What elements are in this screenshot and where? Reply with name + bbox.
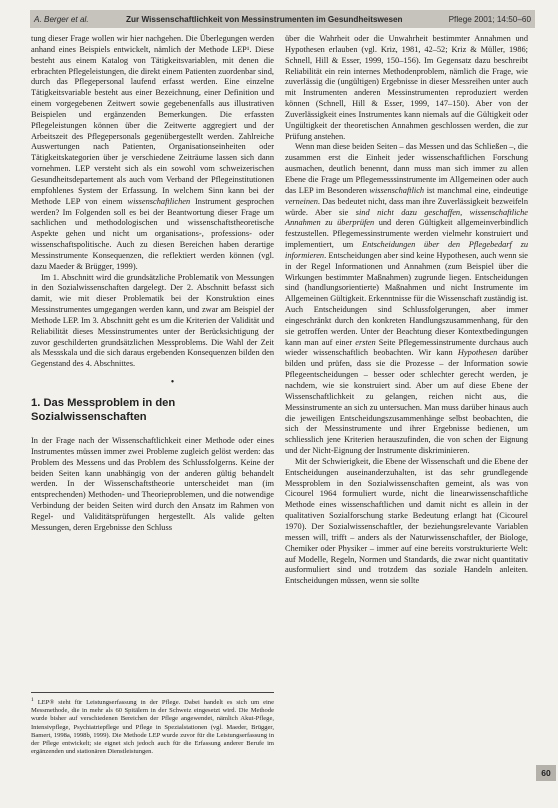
- footnote-text: LEP® steht für Leistungserfassung in der Pflege. Dabei handelt es sich um eine Messmethode, die in mehr als 60 Spitälern in der Schweiz eingesetzt wird. Die Methode wurde bisher auf verschiedenen Bereichen der Pflege angewendet, nämlich Akut-Pflege, Intensivpflege, Psychiatriepflege und Pflege in Spezialstationen (vgl. Maeder, Brügger, Bamert, 1998a, 1998b, 1999). Die Methode LEP wurde zuvor für die Leistungserfassung in der Pflege entwickelt; sie eignet sich jedoch auch für die Erfassung anderer Berufe im ergänzenden und stationären Dienstleistungen.: [31, 699, 274, 755]
- header-title: Zur Wissenschaftlichkeit von Messinstrumenten im Gesundheitswesen: [126, 14, 403, 24]
- p2-emphasis-1: wissenschaftlich: [369, 185, 425, 195]
- p2-text-b: ist manchmal eine, eindeutige: [426, 185, 528, 195]
- p2-emphasis-3: sind nicht dazu geschaffen, wissenschaftliche Annahmen zu überprüfen: [285, 207, 528, 228]
- intro-text: tung dieser Frage wollen wir hier nachgehen. Die Überlegungen werden anhand eines Beispiels entwickelt, nämlich der Methode LEP¹. Diese besteht aus einem Katalog von Tätigkeitsvariablen, mit denen die erbrachten Pflegeleistungen, die direkt einem Patienten zuordenbar sind, durch das Pflegepersonal laufend erfasst werden. Eine einzelne Tätigkeitsvariable besteht aus einer Bezeichnung, einer Definition und einem vorgegebenen Zeitwert sowie gegebenenfalls aus illustrativen Beispielen und ergänzenden Bemerkungen. Die erfassten Pflegeleistungen können über die Zeitwerte aggregiert und der Arbeitszeit des Pflegepersonals gegenübergestellt werden. Zahlreiche Auswertungen nach Patienten, Organisationseinheiten oder Tätigkeitskategorien über je verschiedene Zeiträume lassen sich dann vornehmen. LEP versteht sich als ein sowohl vom schweizerischen Gesundheitsdepartement als auch vom Verband der Pflegeinstitutionen empfohlenes System der Erfassung. In welchem Sinn kann bei der Methode LEP von einem: [31, 34, 274, 206]
- outline-paragraph: Im 1. Abschnitt wird die grundsätzliche Problematik von Messungen in den Sozialwissenschaften dargelegt. Der 2. Abschnitt befasst sich damit, wie mit dieser Problematik bei der Konstruktion eines Messinstrumentes umgegangen werden kann, und zwar am Beispiel der Methode LEP. Im 3. Abschnitt geht es um die Kriterien der Validität und Reliabilität dieses Messinstrumentes unter der Berücksichtigung der zuvor geschilderten grundsätzlichen Messproblems. Die Wahl der Zeit als Messskala und die sich daraus ergebenden Konsequenzen bilden den Gegenstand des 4. Abschnittes.: [31, 272, 274, 369]
- p2-text-a: Wenn man diese beiden Seiten – das Messen und das Schließen –, die zusammen erst die Einheit jeder wissenschaftlichen Forschung ausmachen, deutlich benennt, dann muss man sich immer zu allen Ebene die Frage um Pflegemesssinstrumente im Allgemeinen oder auch das LEP im Besonderen: [285, 142, 528, 195]
- intro-paragraph: [31, 34, 274, 273]
- header-journal: Pflege 2001; 14:50–60: [448, 14, 531, 24]
- p2-emphasis-2: verneinen: [285, 196, 318, 206]
- right-paragraph-3: Mit der Schwierigkeit, die Ebene der Wissenschaft und die Ebene der Entscheidungen auseinanderzuhalten, ist das sehr grundlegende Messproblem in den Sozialwissenschaften gemeint, als was von Cicourel 1964 formuliert wurde, nicht die linearwissenschaftliche Methode eines wissenschaftlichen und damit nicht es allein in der qualitativen Sozialforschung starke Bedeutung erlangt hat (Cicourel 1970). Der Sozialwissenschaftler, der beziehungsrelevante Variablen messen will, trifft – anders als der Naturwissenschaftler, der Biologe, Chemiker oder Physiker – immer auf eine bereits vorstrukturierte Welt: auf Modelle, Regeln, Normen und Standards, die zwar nicht quantitativ ausformuliert sind und trotzdem das soziale Handeln anleiten. Entscheidungen müssen, wenn sie sollte: [285, 456, 528, 586]
- running-header: [30, 10, 535, 28]
- section-heading: 1. Das Messproblem in den Sozialwissenschaften: [31, 397, 176, 423]
- p2-emphasis-5: ersten: [355, 337, 376, 347]
- header-authors: A. Berger et al.: [34, 14, 89, 24]
- footnote: [31, 692, 274, 756]
- footnote-marker: 1: [31, 697, 34, 703]
- section-paragraph: In der Frage nach der Wissenschaftlichkeit einer Methode oder eines Instrumentes müssen immer zwei Probleme zugleich gelöst werden: das Problem des Messens und das Problem des Schlussfolgerns. Keine der beiden Seiten kann unabhängig von der anderen gültig behandelt werden. In der Wissenschaftstheorie unterscheidet man (im entsprechenden) Methoden- und Theorieproblemen, und die notwendige Verbindung der beiden Seiten wird durch den Ansatz im Rahmen von Regel- und Validitätsprüfungen hergestellt. Als valide gelten Messungen, deren Ergebnisse den Schluss: [31, 436, 274, 532]
- p2-text-c: . Das bedeutet nicht, dass man ihre Zuverlässigkeit bezweifeln würde. Aber sie: [285, 196, 528, 217]
- intro-text-end: Instrument gesprochen werden? Im Folgenden soll es bei der Beantwortung dieser Frage um sachlichen und methodologischen und wissenschaftstheoretische Aspekte gehen und nicht um organisations-, professions- oder wissenschaftspolitische. Auch zu diesen Bereichen haben derartige Messinstrumente Konsequenzen, die reflektiert werden können (vgl. dazu Maeder & Brügger, 1999).: [31, 196, 275, 271]
- right-paragraph-1: über die Wahrheit oder die Unwahrheit bestimmter Annahmen und Hypothesen erlauben (vgl. Kriz, 1981, 42–52; Kriz & Müller, 1986; Schnell, Hill & Esser, 1999, 150–156). Im Gegensatz dazu beschreibt Reliabilität ein rein internes Methodenproblem, nämlich die Frage, wie zuverlässig die (ungültigen) Ergebnisse in dieser Messreihen unter auch mit Instrumenten anderen Messinstrumenten reproduziert werden können (Schnell, Hill & Esser, 1999, 147–150). Aber von der Zuverlässigkeit eines Instrumentes kann niemals auf die Gültigkeit oder Ungültigkeit der theoretischen Annahmen geschlossen werden, die zur Prüfung anstehen.: [285, 34, 528, 141]
- left-column: [31, 34, 274, 534]
- p2-emphasis-4: Entscheidungen über den Pflegebedarf zu informieren: [285, 240, 528, 260]
- separator-dot: •: [170, 377, 175, 389]
- p2-text-f: Seite Pflegemessinstrumente durchaus auch wieder wissenschaftlich beobachten. Wir kann: [285, 337, 528, 358]
- p2-text-g: darüber bilden und prüfen, dass sie die Prozesse – der Information sowie Pflegeentscheidungen – besser oder schlechter gerecht werden, je nachdem, wie sie konstruiert sind. Aber um auf diese Ebene der Wissenschaftlichkeit zu gelangen, reichen nicht aus, die Messinstrumente an sich zu untersuchen. Man muss darüber hinaus auch die jeweiligen Entscheidungszusammenhänge selbst beobachten, die sich der Messinstrumente und ihrer Ergebnisse bedienen, um schliesslich jene Kriterien herauszufinden, die von schen der Eignung und der Nicht-Eignung der Instrumente diskriminieren.: [285, 348, 528, 456]
- p2-text-e: . Entscheidungen aber sind keine Hypothesen, auch wenn sie in der Regel Informationen und Annahmen (zum Beispiel über die Wirkungen bestimmter Maßnahmen) zugrunde liegen. Entscheidungen sind (handlungsorientierte) Maßnahmen und nicht Instrumente im Allgemeinen Gültigkeit. Erkenntnisse für die Wissenschaft zuständig ist. Auch Entscheidungen sind Schlussfolgerungen, aber immer eingeschränkt durch den konkreten Handlungszusammenhang, für den sie getroffen werden. Unter der Beachtung dieser Kontextbedingungen kann man auf einer: [285, 250, 528, 347]
- right-column: [285, 34, 528, 587]
- intro-emphasis: wissenschaftlichen: [127, 196, 191, 206]
- page-number: 60: [536, 765, 556, 781]
- p2-text-d: und deren Gültigkeit allgemeinverbindlich festzustellen. Pflegemessinstrumente werden vielmehr konstruiert und implementiert, um: [285, 218, 528, 250]
- right-paragraph-2: [285, 142, 528, 456]
- p2-emphasis-6: Hypothesen: [457, 348, 498, 358]
